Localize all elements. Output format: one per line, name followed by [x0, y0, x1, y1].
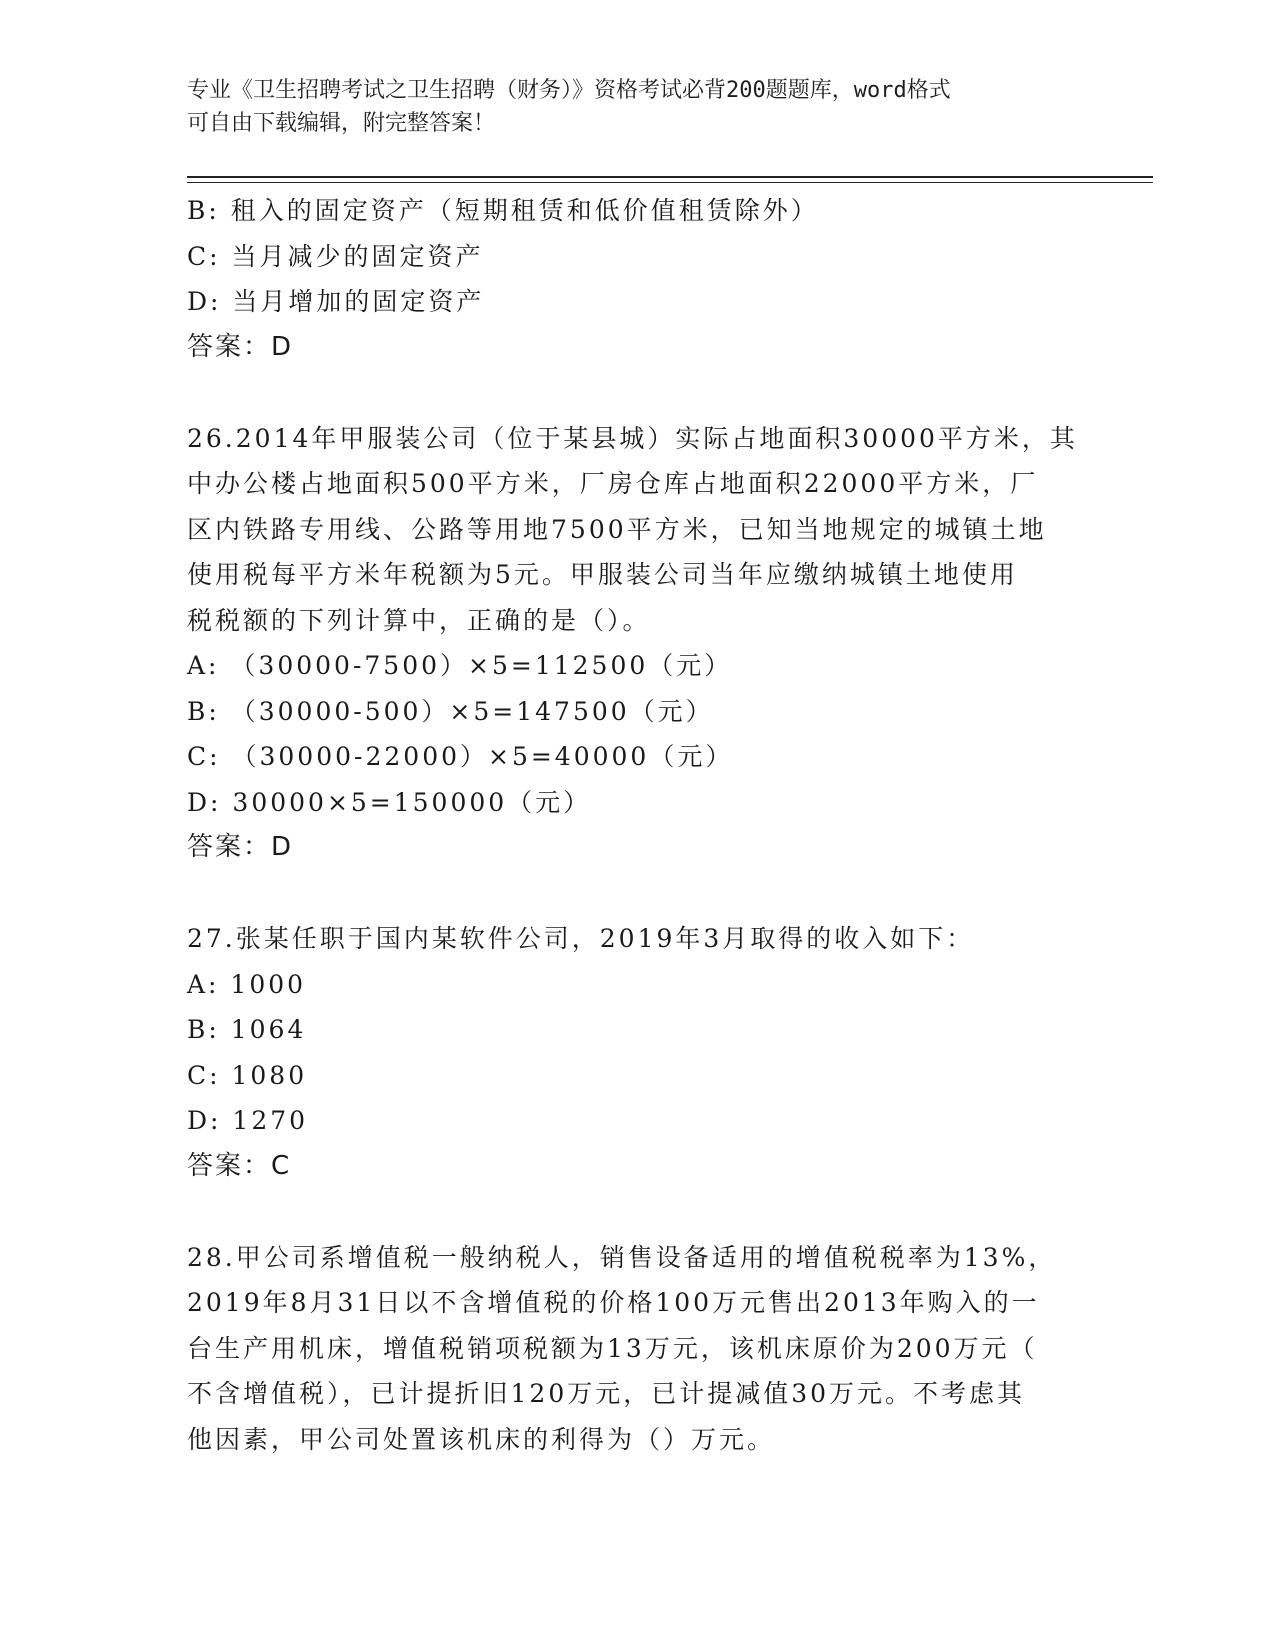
header-divider-thick [187, 176, 1153, 178]
q26-stem-line: 区内铁路专用线、公路等用地7500平方米，已知当地规定的城镇土地 [187, 514, 1047, 544]
q28-stem-line: 不含增值税），已计提折旧120万元，已计提减值30万元。不考虑其 [187, 1379, 1026, 1408]
q26-option-c: C: （30000-22000）×5=40000（元） [187, 742, 734, 771]
q25-option-d: D: 当月增加的固定资产 [187, 287, 485, 316]
q26-stem-line: 税税额的下列计算中，正确的是（）。 [187, 605, 651, 635]
question-26 [187, 416, 1087, 871]
q27-option-b: B: 1064 [187, 1015, 307, 1044]
q28-stem-line: 他因素，甲公司处置该机床的利得为（）万元。 [187, 1424, 776, 1454]
q27-stem: 27.张某任职于国内某软件公司，2019年3月取得的收入如下： [187, 924, 975, 953]
q25-option-c: C: 当月减少的固定资产 [187, 241, 484, 271]
q26-stem-line: 中办公楼占地面积500平方米，厂房仓库占地面积22000平方米，厂 [187, 469, 1039, 498]
q25-answer: 答案：D [187, 331, 294, 362]
spacer [187, 370, 1087, 416]
q27-option-a: A: 1000 [187, 969, 307, 999]
document-body [187, 188, 1087, 1462]
q26-answer: 答案：D [187, 832, 294, 862]
q26-stem-line: 使用税每平方米年税额为5元。甲服装公司当年应缴纳城镇土地使用 [187, 560, 1018, 589]
q25-option-b: B: 租入的固定资产（短期租赁和低价值租赁除外） [187, 196, 819, 225]
document-header [187, 74, 1087, 140]
q27-option-c: C: 1080 [187, 1060, 308, 1090]
q26-option-a: A: （30000-7500）×5=112500（元） [187, 651, 733, 680]
question-25 [187, 188, 1087, 370]
header-line-1: 专业《卫生招聘考试之卫生招聘（财务）》资格考试必背200题题库，word格式 [187, 78, 951, 103]
question-28 [187, 1235, 1087, 1463]
spacer [187, 1189, 1087, 1235]
header-line-2: 可自由下载编辑，附完整答案！ [187, 111, 496, 136]
q27-answer: 答案：C [187, 1150, 292, 1181]
q26-option-b: B: （30000-500）×5=147500（元） [187, 696, 714, 726]
question-27 [187, 916, 1087, 1189]
q28-stem-line: 台生产用机床，增值税销项税额为13万元，该机床原价为200万元（ [187, 1333, 1038, 1363]
q27-option-d: D: 1270 [187, 1106, 309, 1135]
q26-stem-line: 26.2014年甲服装公司（位于某县城）实际占地面积30000平方米，其 [187, 423, 1078, 453]
q26-option-d: D: 30000×5=150000（元） [187, 787, 592, 817]
q28-stem-line: 2019年8月31日以不含增值税的价格100万元售出2013年购入的一 [187, 1288, 1040, 1317]
spacer [187, 871, 1087, 917]
q28-stem-line: 28.甲公司系增值税一般纳税人，销售设备适用的增值税税率为13%， [187, 1242, 1057, 1272]
header-divider-thin [187, 182, 1153, 183]
